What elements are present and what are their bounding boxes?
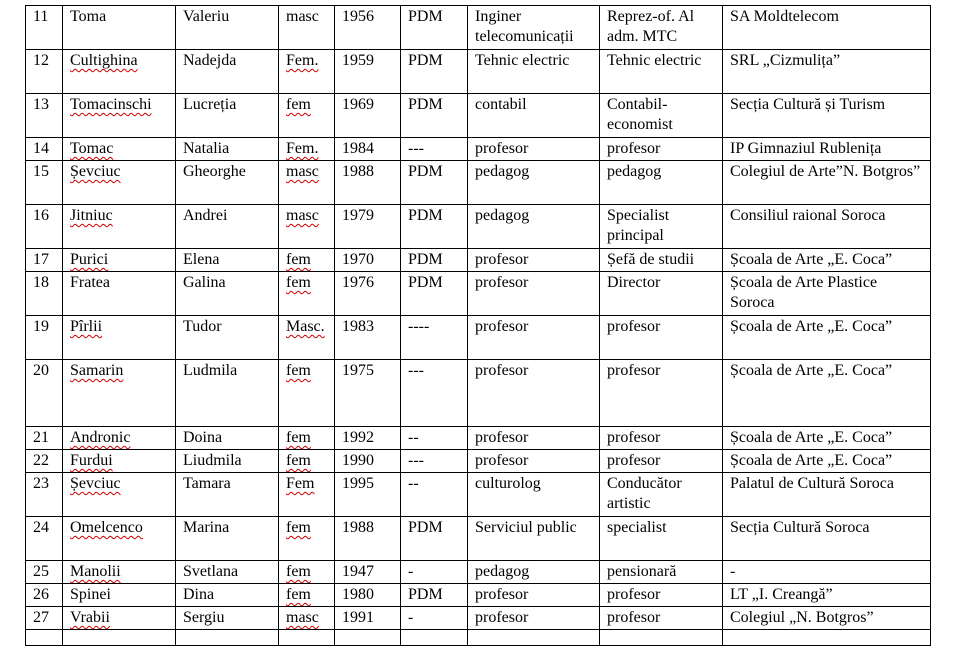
position-cell: profesor [600, 450, 723, 473]
first-name-cell: Ludmila [176, 360, 279, 427]
workplace-cell: Consiliul raional Soroca [723, 205, 931, 249]
position-cell: specialist [600, 517, 723, 561]
birth-year-cell: 1979 [335, 205, 401, 249]
position-cell [600, 630, 723, 646]
table-row [26, 249, 931, 272]
first-name-cell: Marina [176, 517, 279, 561]
table-row [26, 272, 931, 316]
birth-year-cell: 1959 [335, 50, 401, 94]
surname-cell: Pîrlii [63, 316, 176, 360]
table-row [26, 138, 931, 161]
surname-cell: Tomacinschi [63, 94, 176, 138]
birth-year-cell: 1990 [335, 450, 401, 473]
surname-cell: Cultighina [63, 50, 176, 94]
row-number-cell: 17 [26, 249, 63, 272]
table-body [26, 6, 931, 646]
surname-cell: Șevciuc [63, 473, 176, 517]
specialty-cell: profesor [468, 607, 600, 630]
surname-cell: Toma [63, 6, 176, 50]
surname-cell: Spinei [63, 584, 176, 607]
position-cell: Contabil-economist [600, 94, 723, 138]
table-row [26, 450, 931, 473]
birth-year-cell: 1970 [335, 249, 401, 272]
first-name-cell [176, 630, 279, 646]
party-cell: - [401, 561, 468, 584]
gender-cell: fem [279, 360, 335, 427]
birth-year-cell [335, 630, 401, 646]
workplace-cell [723, 630, 931, 646]
party-cell: - [401, 607, 468, 630]
party-cell: -- [401, 427, 468, 450]
row-number-cell: 22 [26, 450, 63, 473]
gender-cell: masc [279, 205, 335, 249]
specialty-cell: profesor [468, 360, 600, 427]
table-row [26, 316, 931, 360]
position-cell: profesor [600, 607, 723, 630]
surname-cell: Manolii [63, 561, 176, 584]
first-name-cell: Liudmila [176, 450, 279, 473]
row-number-cell: 12 [26, 50, 63, 94]
workplace-cell: Colegiul „N. Botgros” [723, 607, 931, 630]
row-number-cell: 24 [26, 517, 63, 561]
workplace-cell: Școala de Arte „E. Coca” [723, 450, 931, 473]
table-row [26, 561, 931, 584]
gender-cell: Fem. [279, 138, 335, 161]
surname-cell: Omelcenco [63, 517, 176, 561]
surname-cell: Samarin [63, 360, 176, 427]
gender-cell: fem [279, 450, 335, 473]
workplace-cell: Secția Cultură și Turism [723, 94, 931, 138]
specialty-cell: contabil [468, 94, 600, 138]
gender-cell: masc [279, 161, 335, 205]
position-cell: profesor [600, 427, 723, 450]
workplace-cell: Școala de Arte „E. Coca” [723, 249, 931, 272]
row-number-cell: 23 [26, 473, 63, 517]
birth-year-cell: 1991 [335, 607, 401, 630]
specialty-cell: pedagog [468, 161, 600, 205]
workplace-cell: Secția Cultură Soroca [723, 517, 931, 561]
birth-year-cell: 1956 [335, 6, 401, 50]
first-name-cell: Lucreția [176, 94, 279, 138]
specialty-cell: profesor [468, 584, 600, 607]
gender-cell: fem [279, 94, 335, 138]
table-row [26, 50, 931, 94]
specialty-cell: Inginer telecomunicații [468, 6, 600, 50]
gender-cell: fem [279, 584, 335, 607]
workplace-cell: SA Moldtelecom [723, 6, 931, 50]
party-cell: --- [401, 360, 468, 427]
gender-cell: Fem. [279, 50, 335, 94]
first-name-cell: Andrei [176, 205, 279, 249]
table-row [26, 607, 931, 630]
party-cell: PDM [401, 584, 468, 607]
row-number-cell: 18 [26, 272, 63, 316]
birth-year-cell: 1976 [335, 272, 401, 316]
position-cell: Conducător artistic [600, 473, 723, 517]
position-cell: profesor [600, 584, 723, 607]
personnel-table [25, 5, 931, 646]
party-cell: ---- [401, 316, 468, 360]
workplace-cell: LT „I. Creangă” [723, 584, 931, 607]
gender-cell: masc [279, 607, 335, 630]
first-name-cell: Tudor [176, 316, 279, 360]
gender-cell: Fem [279, 473, 335, 517]
surname-cell: Furdui [63, 450, 176, 473]
surname-cell: Jitniuc [63, 205, 176, 249]
birth-year-cell: 1947 [335, 561, 401, 584]
first-name-cell: Dina [176, 584, 279, 607]
row-number-cell: 15 [26, 161, 63, 205]
gender-cell: Masc. [279, 316, 335, 360]
table-row [26, 360, 931, 427]
birth-year-cell: 1980 [335, 584, 401, 607]
surname-cell: Vrabii [63, 607, 176, 630]
first-name-cell: Svetlana [176, 561, 279, 584]
gender-cell: fem [279, 561, 335, 584]
gender-cell: fem [279, 427, 335, 450]
party-cell: PDM [401, 205, 468, 249]
gender-cell: fem [279, 517, 335, 561]
table-row [26, 6, 931, 50]
table-row [26, 161, 931, 205]
party-cell: PDM [401, 161, 468, 205]
specialty-cell: pedagog [468, 561, 600, 584]
first-name-cell: Tamara [176, 473, 279, 517]
workplace-cell: - [723, 561, 931, 584]
position-cell: Tehnic electric [600, 50, 723, 94]
row-number-cell: 26 [26, 584, 63, 607]
specialty-cell [468, 630, 600, 646]
table-row [26, 473, 931, 517]
workplace-cell: IP Gimnaziul Rublenița [723, 138, 931, 161]
party-cell: PDM [401, 6, 468, 50]
row-number-cell: 27 [26, 607, 63, 630]
birth-year-cell: 1983 [335, 316, 401, 360]
party-cell: --- [401, 138, 468, 161]
first-name-cell: Natalia [176, 138, 279, 161]
workplace-cell: Școala de Arte „E. Coca” [723, 427, 931, 450]
position-cell: Specialist principal [600, 205, 723, 249]
row-number-cell: 21 [26, 427, 63, 450]
birth-year-cell: 1988 [335, 517, 401, 561]
gender-cell: fem [279, 249, 335, 272]
first-name-cell: Valeriu [176, 6, 279, 50]
table-row [26, 584, 931, 607]
party-cell: PDM [401, 272, 468, 316]
workplace-cell: Colegiul de Arte”N. Botgros” [723, 161, 931, 205]
specialty-cell: pedagog [468, 205, 600, 249]
surname-cell: Fratea [63, 272, 176, 316]
table-row [26, 517, 931, 561]
position-cell: pensionară [600, 561, 723, 584]
party-cell: --- [401, 450, 468, 473]
position-cell: profesor [600, 316, 723, 360]
specialty-cell: culturolog [468, 473, 600, 517]
position-cell: Reprez-of. Al adm. MTC [600, 6, 723, 50]
position-cell: Șefă de studii [600, 249, 723, 272]
row-number-cell: 13 [26, 94, 63, 138]
party-cell: PDM [401, 249, 468, 272]
table-row [26, 427, 931, 450]
birth-year-cell: 1984 [335, 138, 401, 161]
position-cell: Director [600, 272, 723, 316]
table-row [26, 205, 931, 249]
workplace-cell: SRL „Cizmulița” [723, 50, 931, 94]
workplace-cell: Școala de Arte Plastice Soroca [723, 272, 931, 316]
specialty-cell: profesor [468, 138, 600, 161]
party-cell: -- [401, 473, 468, 517]
surname-cell: Șevciuc [63, 161, 176, 205]
first-name-cell: Doina [176, 427, 279, 450]
surname-cell: Andronic [63, 427, 176, 450]
party-cell: PDM [401, 517, 468, 561]
first-name-cell: Sergiu [176, 607, 279, 630]
specialty-cell: profesor [468, 249, 600, 272]
workplace-cell: Școala de Arte „E. Coca” [723, 360, 931, 427]
table-row [26, 94, 931, 138]
gender-cell [279, 630, 335, 646]
surname-cell: Purici [63, 249, 176, 272]
row-number-cell: 14 [26, 138, 63, 161]
workplace-cell: Palatul de Cultură Soroca [723, 473, 931, 517]
birth-year-cell: 1988 [335, 161, 401, 205]
row-number-cell: 25 [26, 561, 63, 584]
specialty-cell: profesor [468, 272, 600, 316]
position-cell: profesor [600, 138, 723, 161]
specialty-cell: profesor [468, 450, 600, 473]
party-cell: PDM [401, 94, 468, 138]
row-number-cell: 20 [26, 360, 63, 427]
specialty-cell: profesor [468, 316, 600, 360]
party-cell [401, 630, 468, 646]
specialty-cell: Serviciul public [468, 517, 600, 561]
gender-cell: masc [279, 6, 335, 50]
row-number-cell: 19 [26, 316, 63, 360]
row-number-cell: 11 [26, 6, 63, 50]
specialty-cell: profesor [468, 427, 600, 450]
birth-year-cell: 1969 [335, 94, 401, 138]
birth-year-cell: 1995 [335, 473, 401, 517]
row-number-cell [26, 630, 63, 646]
birth-year-cell: 1992 [335, 427, 401, 450]
first-name-cell: Galina [176, 272, 279, 316]
birth-year-cell: 1975 [335, 360, 401, 427]
surname-cell [63, 630, 176, 646]
first-name-cell: Nadejda [176, 50, 279, 94]
surname-cell: Tomac [63, 138, 176, 161]
specialty-cell: Tehnic electric [468, 50, 600, 94]
empty-table-row [26, 630, 931, 646]
position-cell: profesor [600, 360, 723, 427]
row-number-cell: 16 [26, 205, 63, 249]
workplace-cell: Școala de Arte „E. Coca” [723, 316, 931, 360]
position-cell: pedagog [600, 161, 723, 205]
first-name-cell: Elena [176, 249, 279, 272]
gender-cell: fem [279, 272, 335, 316]
party-cell: PDM [401, 50, 468, 94]
first-name-cell: Gheorghe [176, 161, 279, 205]
